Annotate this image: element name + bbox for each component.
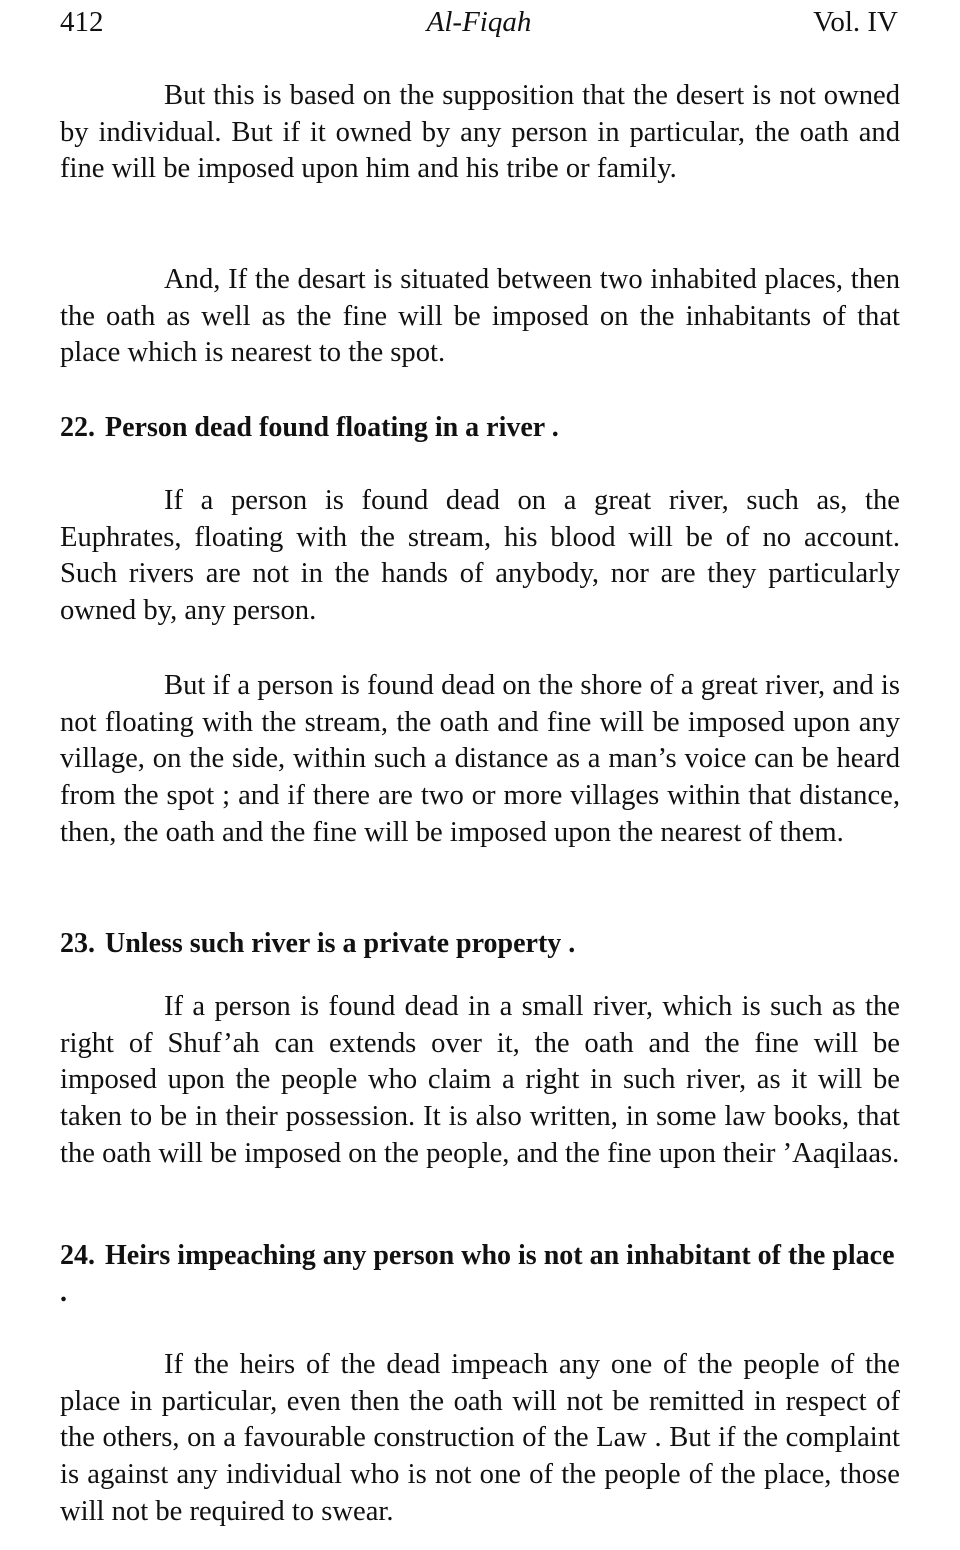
paragraph-text: If a person is found dead in a small river, which is such as the right of Shuf’ah can extends over it, the oath and the fine will be imposed upon the people who claim a right in such river, as it will be taken to be in their possession. It is also written, in some law books, that the oath will be imposed on the people, and the fine upon their ’Aaqilaas. [60,991,900,1169]
running-header [60,2,898,42]
paragraph-desert-between-places [60,262,900,372]
section-title: Heirs impeaching any person who is not an inhabitant of the place . [60,1240,895,1308]
paragraph-text: And, If the desart is situated between two inhabited places, then the oath as well as the fine will be imposed on the inhabitants of that place which is nearest to the spot. [60,264,900,369]
section-number: 22. [60,412,95,443]
section-heading-24 [60,1237,900,1311]
paragraph-river-shore [60,668,900,852]
page-number: 412 [60,6,104,38]
section-title: Unless such river is a private property . [105,928,576,959]
volume-label: Vol. IV [813,6,898,38]
section-title: Person dead found floating in a river . [105,412,559,443]
paragraph-text: If a person is found dead on a great river, such as, the Euphrates, floating with the stream, his blood will be of no account. Such rivers are not in the hands of anybody, nor are they particularly owned by, any person. [60,485,900,627]
section-number: 24. [60,1240,95,1271]
section-heading-22 [60,409,900,446]
paragraph-text: If the heirs of the dead impeach any one of the people of the place in particular, even then the oath will not be remitted in respect of the others, on a favourable construction of the Law . But if the complaint is against any individual who is not one of the people of the place, those will not be required to swear. [60,1349,900,1527]
paragraph-heirs-impeach [60,1347,900,1531]
paragraph-text: But this is based on the supposition that the desert is not owned by individual. But if it owned by any person in particular, the oath and fine will be imposed upon him and his tribe or family. [60,80,900,185]
section-number: 23. [60,928,95,959]
paragraph-great-river-floating [60,483,900,630]
section-heading-23 [60,925,900,962]
book-title: Al-Fiqah [426,6,532,38]
paragraph-text: But if a person is found dead on the shore of a great river, and is not floating with the stream, the oath and fine will be imposed upon any village, on the side, within such a distance as a man’s voice can be heard from the spot ; and if there are two or more villages within that distance, then, the oath and the fine will be imposed upon the nearest of them. [60,670,900,848]
paragraph-small-river [60,989,900,1173]
paragraph-desert-ownership [60,78,900,188]
